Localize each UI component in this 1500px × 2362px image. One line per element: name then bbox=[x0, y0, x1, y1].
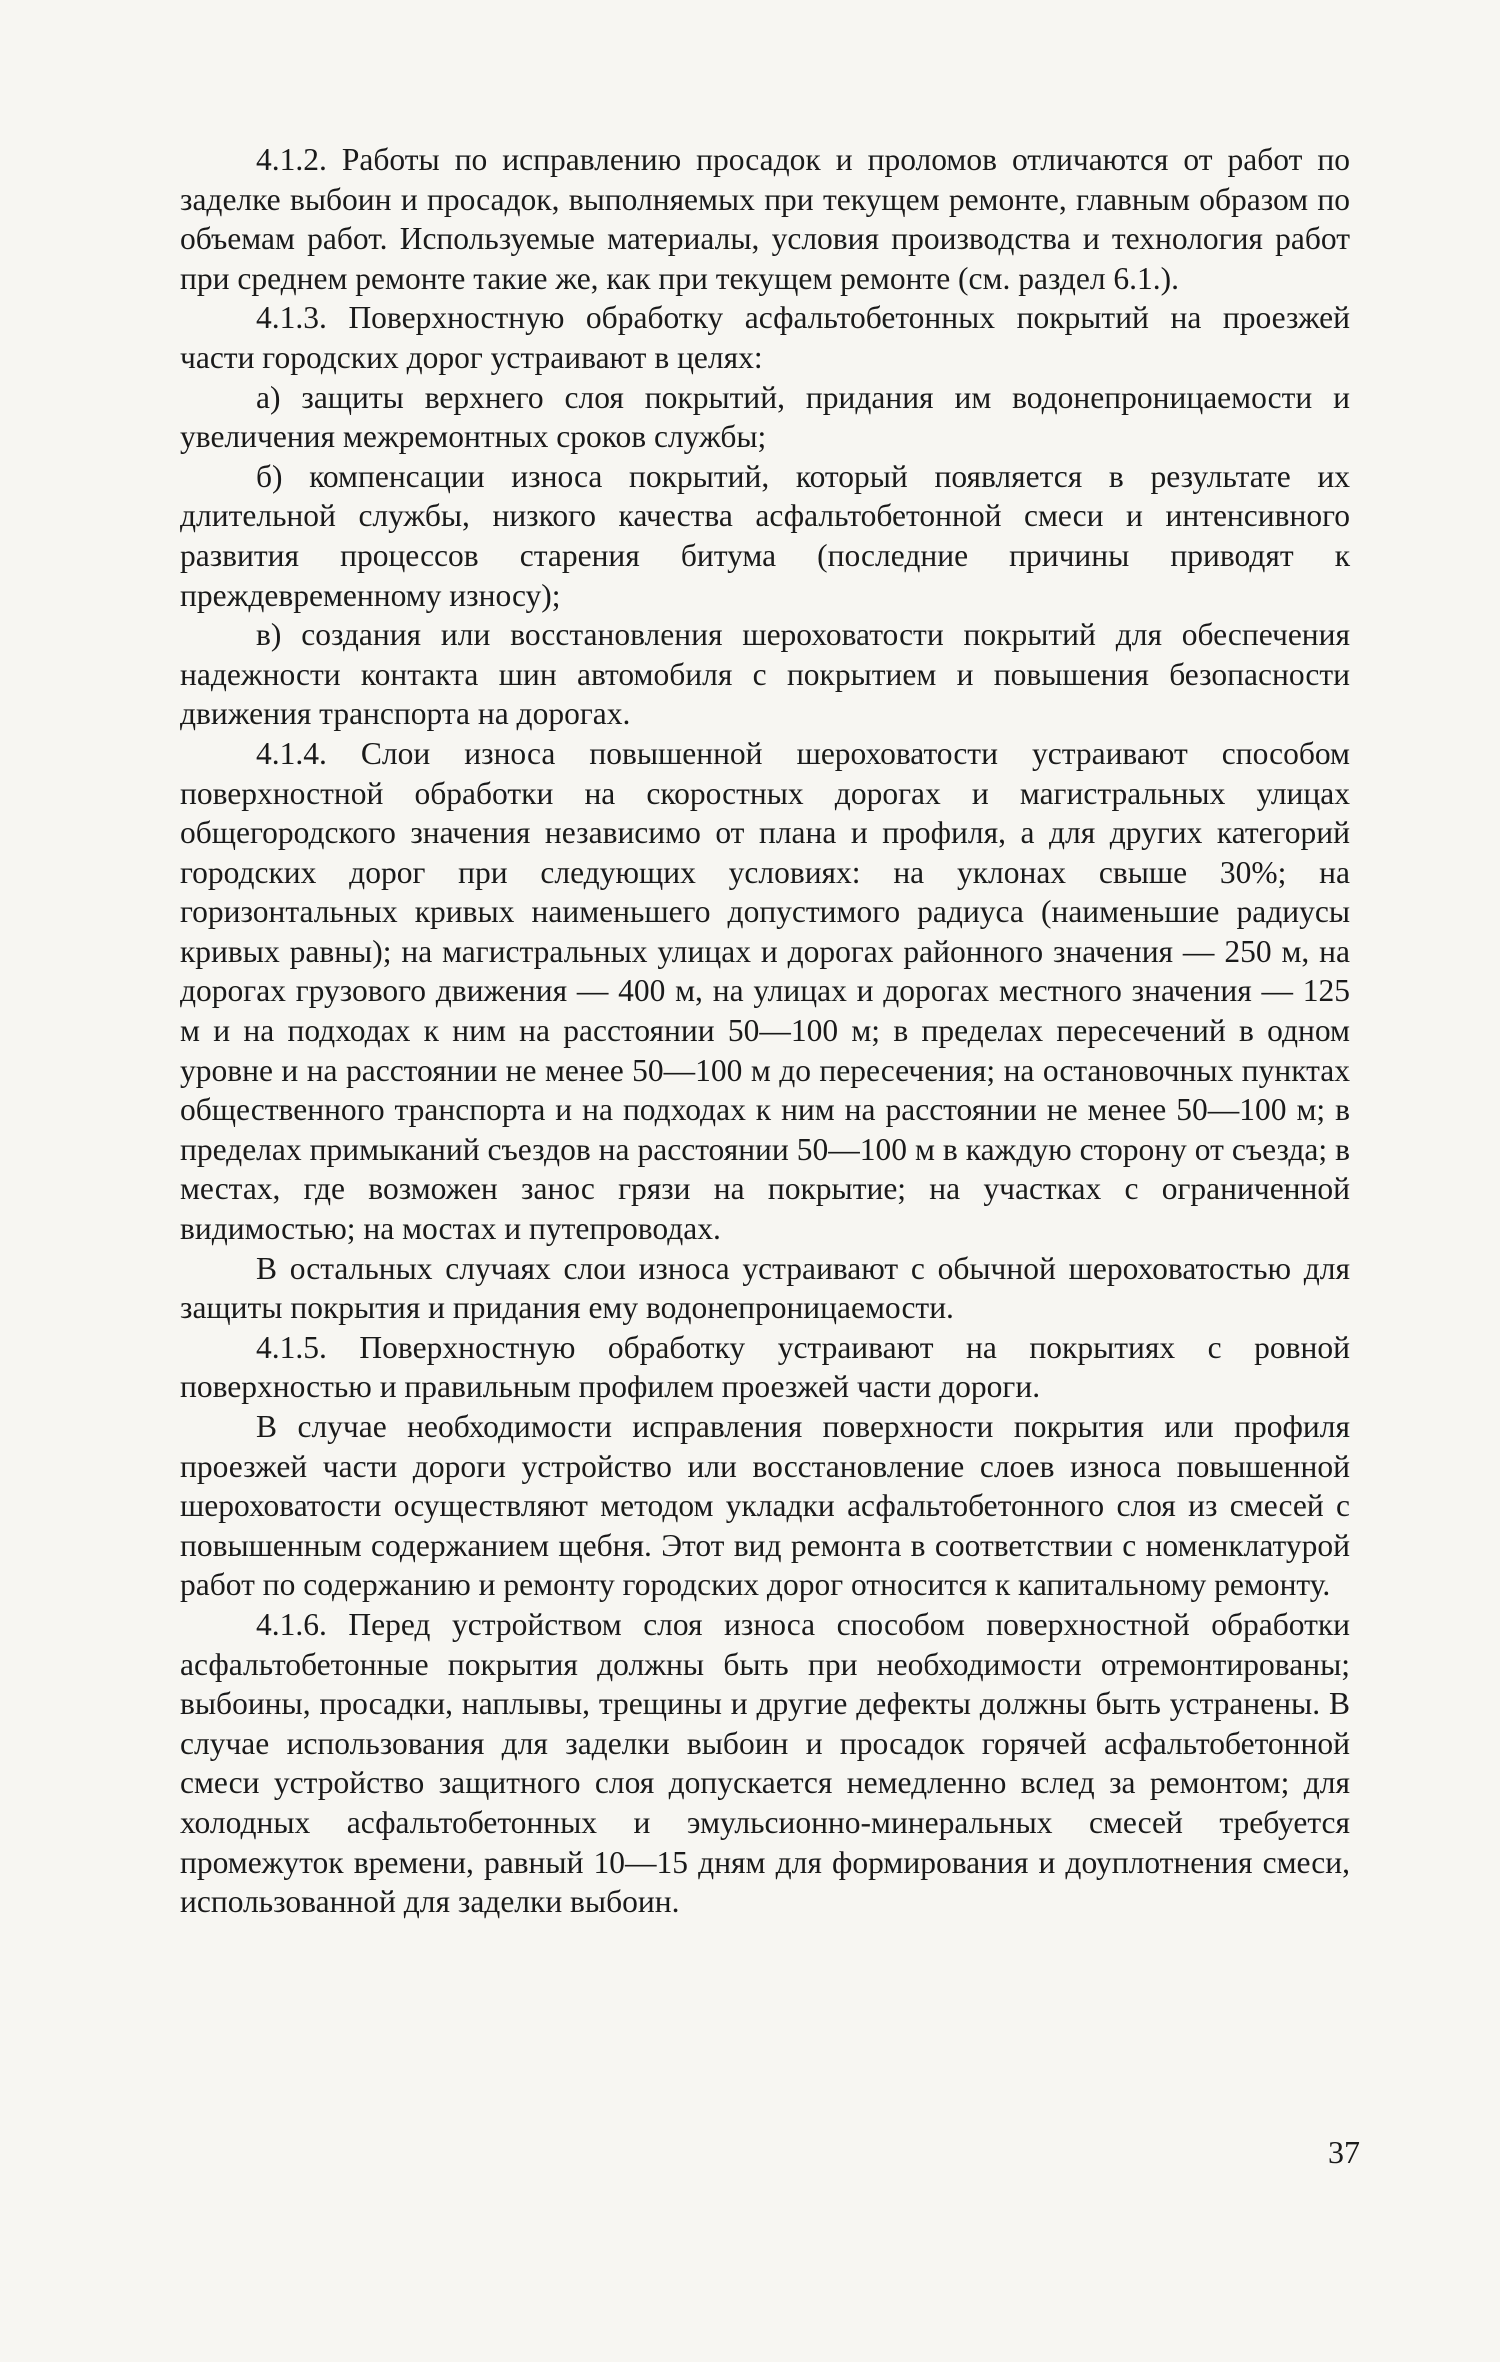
page-number: 37 bbox=[1328, 2134, 1360, 2170]
paragraph-4-1-4 bbox=[180, 734, 1350, 1249]
paragraph-4-1-5 bbox=[180, 1328, 1350, 1407]
clause-number: 4.1.5. bbox=[256, 1329, 327, 1365]
paragraph-other-cases bbox=[180, 1249, 1350, 1328]
paragraph-text: в) создания или восстановления шероховатости покрытий для обеспечения надежности контакта шин автомобиля с покрытием и повышения безопасности движения транспорта на дорогах. bbox=[180, 617, 1350, 732]
paragraph-text: Слои износа повышенной шероховатости устраивают способом поверхностной обработки на скоростных дорогах и магистральных улицах общегородского значения независимо от плана и профиля, а для других категорий городских дорог при следующих условиях: на уклонах свыше 30%; на горизонтальных кривых наименьшего допустимого радиуса (наименьшие радиусы кривых равны); на магистральных улицах и дорогах районного значения — 250 м, на дорогах грузового движения — 400 м, на улицах и дорогах местного значения — 125 м и на подходах к ним на расстоянии 50—100 м; в пределах пересечений в одном уровне и на расстоянии не менее 50—100 м до пересечения; на остановочных пунктах общественного транспорта и на подходах к ним на расстоянии не менее 50—100 м; в пределах примыканий съездов на расстоянии 50—100 м в каждую сторону от съезда; в местах, где возможен занос грязи на покрытие; на участках с ограниченной видимостью; на мостах и путепроводах. bbox=[180, 735, 1350, 1247]
document-body bbox=[180, 140, 1350, 1922]
paragraph-4-1-2 bbox=[180, 140, 1350, 298]
list-item-v bbox=[180, 615, 1350, 734]
paragraph-text: Поверхностную обработку устраивают на покрытиях с ровной поверхностью и правильным профилем проезжей части дороги. bbox=[180, 1329, 1350, 1405]
clause-number: 4.1.3. bbox=[256, 300, 327, 336]
paragraph-text: Перед устройством слоя износа способом поверхностной обработки асфальтобетонные покрытия должны быть при необходимости отремонтированы; выбоины, просадки, наплывы, трещины и другие дефекты должны быть устранены. В случае использования для заделки выбоин и просадок горячей асфальтобетонной смеси устройство защитного слоя допускается немедленно вслед за ремонтом; для холодных асфальтобетонных и эмульсионно-минеральных смесей требуется промежуток времени, равный 10—15 дням для формирования и доуплотнения смеси, использованной для заделки выбоин. bbox=[180, 1606, 1351, 1920]
paragraph-text: В остальных случаях слои износа устраивают с обычной шероховатостью для защиты покрытия и придания ему водонепроницаемости. bbox=[180, 1250, 1350, 1326]
paragraph-text: В случае необходимости исправления поверхности покрытия или профиля проезжей части дороги устройство или восстановление слоев износа повышенной шероховатости осуществляют методом укладки асфальтобетонного слоя из смесей с повышенным содержанием щебня. Этот вид ремонта в соответствии с номенклатурой работ по содержанию и ремонту городских дорог относится к капитальному ремонту. bbox=[180, 1409, 1350, 1603]
clause-number: 4.1.6. bbox=[256, 1606, 327, 1642]
list-item-a bbox=[180, 378, 1350, 457]
paragraph-text: б) компенсации износа покрытий, который появляется в результате их длительной службы, низкого качества асфальтобетонной смеси и интенсивного развития процессов старения битума (последние причины приводят к преждевременному износу); bbox=[180, 458, 1350, 613]
clause-number: 4.1.4. bbox=[256, 735, 327, 771]
paragraph-4-1-3 bbox=[180, 298, 1350, 377]
list-item-b bbox=[180, 457, 1350, 615]
paragraph-text: а) защиты верхнего слоя покрытий, придания им водонепроницаемости и увеличения межремонтных сроков службы; bbox=[180, 379, 1350, 455]
paragraph-text: Поверхностную обработку асфальтобетонных покрытий на проезжей части городских дорог устраивают в целях: bbox=[180, 300, 1351, 375]
paragraph-repair-method bbox=[180, 1407, 1350, 1605]
clause-number: 4.1.2. bbox=[256, 142, 327, 177]
paragraph-text: Работы по исправлению просадок и проломов отличаются от работ по заделке выбоин и просадок, выполняемых при текущем ремонте, главным образом по объемам работ. Используемые материалы, условия производства и технология работ при среднем ремонте такие же, как при текущем ремонте (см. раздел 6.1.). bbox=[180, 142, 1350, 296]
paragraph-4-1-6 bbox=[180, 1605, 1350, 1922]
